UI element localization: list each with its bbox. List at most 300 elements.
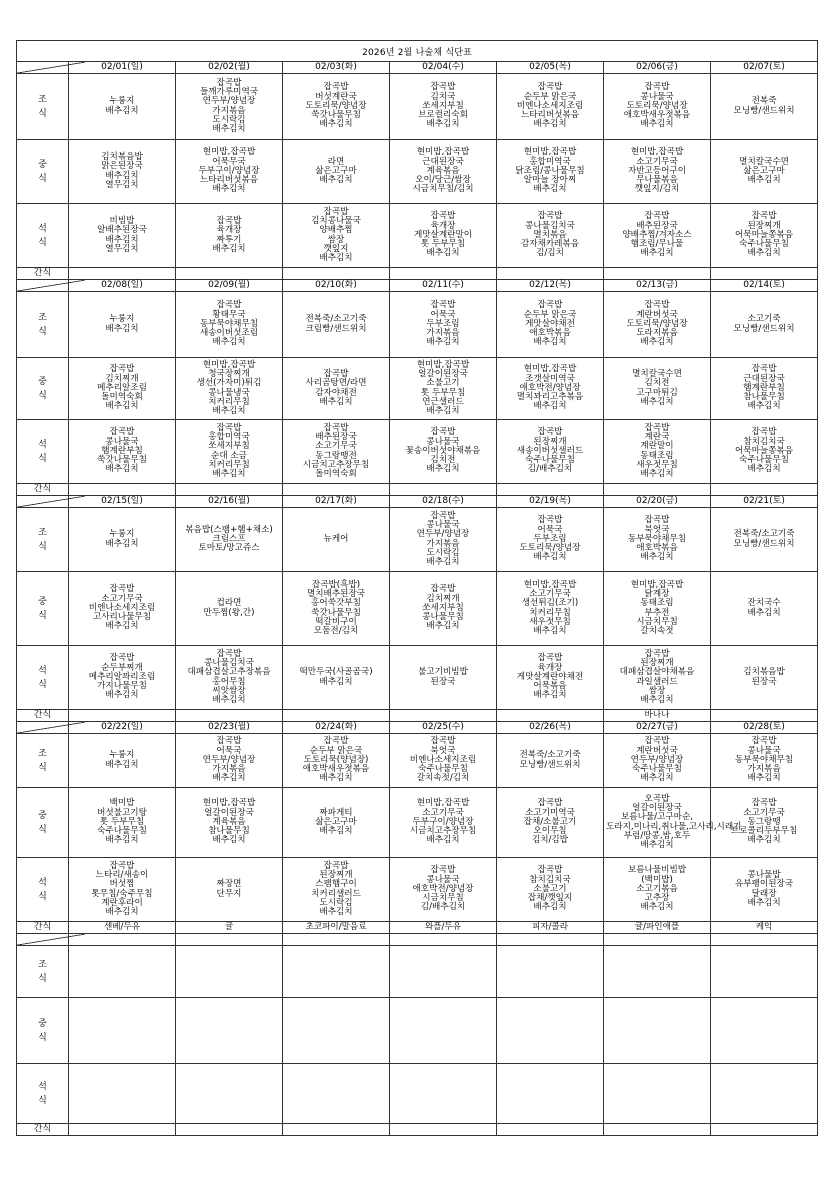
- menu-item: 잡곡밥: [323, 860, 349, 871]
- menu-item: 누룽지: [109, 750, 135, 761]
- menu-item: 숙주나물무침: [632, 764, 682, 775]
- menu-item: 북엇국: [430, 745, 456, 756]
- menu-item: 어묵마늘쫑볶음: [734, 229, 794, 240]
- menu-item: 배추김치: [105, 105, 139, 116]
- snack-row: [17, 268, 818, 280]
- date-cell: 02/18(수): [390, 496, 497, 508]
- lunch-menu-cell: [604, 788, 742, 858]
- menu-item: 동부묵야채무침: [627, 533, 687, 544]
- menu-item: 배추김치: [105, 234, 139, 245]
- snack-cell: [390, 1124, 497, 1136]
- menu-item: 잡곡밥: [537, 82, 563, 93]
- menu-item: 배추김치: [105, 170, 139, 181]
- lunch-label: [17, 572, 69, 646]
- menu-item: 비엔나소세지조림: [88, 602, 156, 613]
- menu-item: 두부구이/양념장: [412, 816, 474, 827]
- date-cell: 02/09(월): [176, 280, 283, 292]
- menu-item: 배추김치: [212, 337, 246, 348]
- menu-item: 시금치무침: [636, 616, 678, 627]
- menu-item: 모닝빵/샌드위치: [733, 538, 795, 549]
- menu-item: 숙주나물무침: [525, 455, 575, 466]
- menu-item: 백미밥: [109, 798, 135, 809]
- breakfast-menu-cell: [176, 292, 283, 358]
- breakfast-menu-cell: [711, 946, 818, 998]
- dinner-row: [17, 646, 818, 710]
- menu-item: 돌미역숙회: [101, 392, 143, 403]
- menu-item: 닭조림/콩나물무침: [515, 165, 585, 176]
- menu-item: 가지볶음: [426, 328, 460, 339]
- menu-item: 배추김치: [640, 695, 674, 706]
- menu-item: 홍어쑥갓부침: [311, 598, 361, 609]
- dinner-label-text: 석식: [38, 665, 47, 690]
- breakfast-menu-cell: [604, 734, 711, 788]
- lunch-menu-cell: [711, 998, 818, 1064]
- dinner-menu-cell: [497, 204, 604, 268]
- breakfast-label: [17, 508, 69, 572]
- menu-item: 무나물볶음: [636, 175, 678, 186]
- menu-item: 연두부/양념장: [630, 754, 684, 765]
- menu-item: 치커리무침: [529, 607, 571, 618]
- menu-item: 만두찜(왕,간): [203, 607, 255, 618]
- menu-item: 고구마튀김: [636, 387, 678, 398]
- menu-item: 참치김치국: [529, 874, 571, 885]
- breakfast-menu-cell: [390, 508, 497, 572]
- menu-item: 스팸햄구이: [315, 879, 357, 890]
- lunch-menu-cell: [283, 358, 390, 420]
- dinner-menu-cell: [390, 858, 497, 922]
- date-cell: 02/16(월): [176, 496, 283, 508]
- menu-item: 소고기무국: [315, 441, 357, 452]
- menu-item: 쑥갓나물무침: [97, 455, 147, 466]
- snack-label: 간식: [17, 484, 69, 496]
- menu-item: 도토리묵/양념장: [305, 100, 367, 111]
- snack-cell: [497, 1124, 604, 1136]
- menu-item: 현미밥,잡곡밥: [523, 364, 577, 375]
- menu-item: 쌈장: [648, 685, 666, 696]
- snack-cell: [711, 268, 818, 280]
- menu-item: 얼갈이된장국: [632, 802, 682, 813]
- breakfast-menu-cell: [604, 946, 711, 998]
- breakfast-menu-cell: [604, 292, 711, 358]
- dinner-menu-cell: [497, 420, 604, 484]
- menu-item: 잡곡밥: [644, 515, 670, 526]
- lunch-menu-cell: [604, 140, 711, 204]
- menu-item: 잡곡밥: [430, 584, 456, 595]
- menu-item: 두부조림: [533, 533, 567, 544]
- menu-item: 순두부 맑은국: [523, 91, 577, 102]
- menu-item: 사리곰탕면/라면: [305, 378, 367, 389]
- date-row: [17, 280, 818, 292]
- menu-item: 숙주나물무침: [739, 455, 789, 466]
- menu-item: 전복죽/소고기죽: [305, 314, 367, 325]
- dinner-menu-cell: [604, 1064, 711, 1124]
- snack-cell: [604, 1124, 711, 1136]
- menu-item: 동부묵야채무침: [199, 318, 259, 329]
- dinner-label: [17, 420, 69, 484]
- menu-item: 컵라면: [216, 598, 242, 609]
- menu-item: 근대된장국: [422, 156, 464, 167]
- menu-item: 된장찌개: [533, 436, 567, 447]
- lunch-menu-cell: [711, 140, 818, 204]
- menu-item: 동그랑땡: [747, 816, 781, 827]
- menu-item: 배추된장국: [636, 220, 678, 231]
- dinner-menu-cell: [604, 420, 711, 484]
- menu-item: 숙주나물무침: [739, 239, 789, 250]
- snack-label: 간식: [17, 710, 69, 722]
- snack-cell: 초코파이/말음료: [283, 922, 390, 934]
- snack-cell: [283, 268, 390, 280]
- menu-item: 새우젓무침: [529, 616, 571, 627]
- menu-item: 배추김치: [640, 840, 674, 851]
- breakfast-menu-cell: [604, 74, 711, 140]
- menu-item: 잡곡밥: [644, 736, 670, 747]
- menu-item: 가지나물무침: [97, 681, 147, 692]
- menu-item: 연두부/양념장: [202, 754, 256, 765]
- menu-item: 깻잎지: [323, 243, 349, 254]
- menu-item: 버섯계란국: [315, 91, 357, 102]
- menu-item: 배추김치: [426, 248, 460, 259]
- menu-item: 누룽지: [109, 529, 135, 540]
- menu-item: 보름나물/고구마순,: [620, 812, 694, 823]
- menu-item: 배추김치: [105, 621, 139, 632]
- menu-item: 톳 두부무침: [420, 239, 466, 250]
- menu-item: 시금치무침: [422, 893, 464, 904]
- menu-item: 열무김치: [105, 179, 139, 190]
- dinner-label: [17, 646, 69, 710]
- menu-item: 고사리나물무침: [92, 612, 152, 623]
- menu-item: 연두부/양념장: [416, 529, 470, 540]
- lunch-menu-cell: [69, 358, 176, 420]
- breakfast-menu-cell: [69, 734, 176, 788]
- breakfast-menu-cell: [711, 508, 818, 572]
- menu-item: 톳무침/숙주무침: [91, 888, 153, 899]
- menu-item: 현미밥,잡곡밥: [202, 798, 256, 809]
- date-cell: [390, 934, 497, 946]
- menu-item: 배추김치: [105, 759, 139, 770]
- menu-item: 소고기무국: [636, 156, 678, 167]
- breakfast-label-text: 조식: [38, 94, 47, 119]
- menu-item: 배추김치: [105, 907, 139, 918]
- menu-item: 씨앗쌈장: [212, 685, 246, 696]
- dinner-menu-cell: [176, 1064, 283, 1124]
- menu-item: 배추김치: [533, 119, 567, 130]
- menu-item: 꽃송이버섯야채볶음: [405, 445, 481, 456]
- dinner-label: [17, 858, 69, 922]
- dinner-menu-cell: [711, 1064, 818, 1124]
- menu-item: 육개장: [430, 220, 456, 231]
- dinner-row: [17, 420, 818, 484]
- lunch-menu-cell: [711, 572, 818, 646]
- menu-item: 소불고기: [426, 378, 460, 389]
- menu-item: 짜파게티: [319, 807, 353, 818]
- date-cell: [711, 934, 818, 946]
- snack-label: 간식: [17, 1124, 69, 1136]
- dinner-menu-cell: [497, 1064, 604, 1124]
- menu-item: 콩나물밥: [747, 869, 781, 880]
- menu-item: 자반고등어구이: [627, 165, 687, 176]
- breakfast-label: [17, 946, 69, 998]
- menu-item: 홍합미역국: [208, 431, 250, 442]
- date-row: [17, 722, 818, 734]
- menu-item: 시금치고추장무침: [302, 459, 370, 470]
- breakfast-menu-cell: [711, 734, 818, 788]
- menu-item: 깻잎지/김치: [634, 184, 680, 195]
- menu-item: 전복죽/소고기죽: [733, 529, 795, 540]
- dinner-menu-cell: [390, 420, 497, 484]
- menu-item: 톳 두부무침: [99, 816, 145, 827]
- menu-item: 근대된장국: [743, 373, 785, 384]
- dinner-menu-cell: [604, 858, 711, 922]
- lunch-menu-cell: [283, 788, 390, 858]
- lunch-row: [17, 788, 818, 858]
- menu-item: 콩나물김치국: [525, 220, 575, 231]
- menu-item: 배추김치: [533, 337, 567, 348]
- menu-item: 계육볶음: [426, 165, 460, 176]
- menu-item: 어묵국: [216, 745, 242, 756]
- lunch-label-text: 중식: [38, 376, 47, 401]
- menu-item: 배추김치: [105, 323, 139, 334]
- menu-item: 된장국: [751, 676, 777, 687]
- menu-item: 배추김치: [319, 396, 353, 407]
- breakfast-menu-cell: [283, 734, 390, 788]
- menu-item: 단무지: [216, 888, 242, 899]
- menu-item: 배추김치: [747, 175, 781, 186]
- dinner-menu-cell: [604, 204, 711, 268]
- menu-item: 현미밥,잡곡밥: [630, 579, 684, 590]
- menu-item: 달래장: [751, 888, 777, 899]
- menu-item: 콩나물냉국: [208, 387, 250, 398]
- menu-item: 잡곡밥: [109, 427, 135, 438]
- menu-item: 멸치칼국수면: [739, 156, 789, 167]
- menu-item: 배추김치: [533, 902, 567, 913]
- menu-item: 순두부 맑은국: [523, 309, 577, 320]
- menu-item: 가지볶음: [747, 764, 781, 775]
- lunch-label-text: 중식: [38, 159, 47, 184]
- breakfast-menu-cell: [176, 508, 283, 572]
- menu-item: 순대 소금: [211, 450, 247, 461]
- menu-item: 새송이버섯샐러드: [516, 445, 584, 456]
- menu-item: 들깨가루미역국: [199, 86, 259, 97]
- breakfast-menu-cell: [176, 74, 283, 140]
- menu-item: 배추김치: [747, 464, 781, 475]
- menu-item: 잡곡밥: [109, 653, 135, 664]
- date-cell: [497, 934, 604, 946]
- lunch-label-text: 중식: [38, 1018, 47, 1043]
- menu-item: 배추김치: [640, 396, 674, 407]
- menu-item: 애호박전/양념장: [519, 382, 581, 393]
- dinner-menu-cell: [176, 204, 283, 268]
- menu-item: 배추김치: [533, 690, 567, 701]
- menu-item: 볶음밥(스팸+햄+채소): [185, 524, 273, 535]
- menu-item: 김/김치: [536, 248, 564, 259]
- lunch-menu-cell: [69, 788, 176, 858]
- menu-item: (백미밥): [641, 874, 673, 885]
- breakfast-label: [17, 74, 69, 140]
- menu-item: 현미밥,잡곡밥: [523, 147, 577, 158]
- menu-item: 배추된장국: [315, 431, 357, 442]
- date-cell: 02/26(목): [497, 722, 604, 734]
- date-cell: 02/02(월): [176, 62, 283, 74]
- menu-item: 배추김치: [319, 119, 353, 130]
- dinner-row: [17, 204, 818, 268]
- menu-item: 도시락김: [212, 114, 246, 125]
- menu-item: 어묵무국: [212, 156, 246, 167]
- menu-item: 잡곡밥: [323, 736, 349, 747]
- menu-item: 계란후라이: [101, 897, 143, 908]
- menu-item: 계란버섯국: [636, 745, 678, 756]
- lunch-menu-cell: [390, 572, 497, 646]
- menu-item: 도라지,미나리,취나물,고사리,시래기: [606, 821, 742, 832]
- menu-item: 배추김치: [105, 835, 139, 846]
- menu-item: 부럼/땅콩,밤,호두: [623, 830, 691, 841]
- menu-item: 계육볶음: [212, 816, 246, 827]
- dinner-menu-cell: [711, 858, 818, 922]
- menu-item: 잡곡밥: [644, 300, 670, 311]
- menu-item: 크림빵/샌드위치: [305, 323, 367, 334]
- menu-item: 도라지볶음: [636, 328, 678, 339]
- breakfast-row: [17, 292, 818, 358]
- menu-item: 잡채/깻잎지: [527, 893, 573, 904]
- dinner-menu-cell: [604, 646, 711, 710]
- menu-item: 배추김치: [212, 773, 246, 784]
- dinner-menu-cell: [390, 204, 497, 268]
- menu-item: 김/배추김치: [420, 902, 466, 913]
- menu-item: 오이/당근/쌈장: [415, 175, 471, 186]
- menu-item: 김치볶음밥: [743, 667, 785, 678]
- breakfast-row: [17, 734, 818, 788]
- menu-item: 삶은고구마: [315, 165, 357, 176]
- breakfast-menu-cell: [390, 946, 497, 998]
- menu-item: 배추김치: [747, 835, 781, 846]
- date-cell: 02/11(수): [390, 280, 497, 292]
- menu-item: 배추김치: [212, 835, 246, 846]
- breakfast-menu-cell: [283, 292, 390, 358]
- menu-item: 잡곡밥: [751, 736, 777, 747]
- dinner-label-text: 석식: [38, 223, 47, 248]
- corner-cell: [17, 280, 69, 292]
- menu-item: 잡곡밥(흑밥): [311, 579, 361, 590]
- breakfast-menu-cell: [176, 946, 283, 998]
- lunch-menu-cell: [283, 998, 390, 1064]
- menu-item: 삶은고구마: [743, 165, 785, 176]
- menu-item: 배추김치: [747, 773, 781, 784]
- menu-item: 된장찌개: [319, 869, 353, 880]
- dinner-row: [17, 858, 818, 922]
- date-cell: 02/17(화): [283, 496, 390, 508]
- menu-item: 얼갈이된장국: [418, 368, 468, 379]
- menu-item: 소불고기: [533, 883, 567, 894]
- snack-cell: [497, 710, 604, 722]
- menu-item: 황태무국: [212, 309, 246, 320]
- corner-cell: [17, 934, 69, 946]
- snack-cell: 센베/두유: [69, 922, 176, 934]
- snack-cell: 케익: [711, 922, 818, 934]
- menu-item: 치커리무침: [208, 459, 250, 470]
- menu-item: 현미밥,잡곡밥: [416, 359, 470, 370]
- date-cell: [283, 934, 390, 946]
- lunch-label-text: 중식: [38, 810, 47, 835]
- lunch-label: [17, 788, 69, 858]
- menu-item: 배추김치: [533, 552, 567, 563]
- menu-item: 크림스프: [212, 533, 246, 544]
- snack-cell: [176, 268, 283, 280]
- date-cell: 02/03(화): [283, 62, 390, 74]
- breakfast-menu-cell: [604, 508, 711, 572]
- dinner-menu-cell: [497, 646, 604, 710]
- menu-item: 멸치배추된장국: [306, 588, 366, 599]
- menu-item: 닭계장: [644, 588, 670, 599]
- dinner-label: [17, 1064, 69, 1124]
- menu-item: 짜장면: [216, 879, 242, 890]
- menu-item: 배추김치: [747, 607, 781, 618]
- menu-item: 열무김치: [105, 243, 139, 254]
- snack-cell: [176, 710, 283, 722]
- snack-label: 간식: [17, 922, 69, 934]
- menu-item: 배추김치: [212, 243, 246, 254]
- breakfast-menu-cell: [390, 734, 497, 788]
- breakfast-label-text: 조식: [38, 748, 47, 773]
- menu-item: 배추김치: [533, 401, 567, 412]
- menu-item: 배추김치: [105, 464, 139, 475]
- breakfast-menu-cell: [283, 74, 390, 140]
- menu-item: 쑥갓나물무침: [311, 607, 361, 618]
- menu-item: 멸치칼국수면: [632, 368, 682, 379]
- snack-cell: [604, 268, 711, 280]
- date-cell: 02/25(수): [390, 722, 497, 734]
- date-cell: 02/13(금): [604, 280, 711, 292]
- menu-item: 배추김치: [640, 337, 674, 348]
- menu-item: 배추김치: [426, 464, 460, 475]
- date-cell: 02/10(화): [283, 280, 390, 292]
- menu-item: 메추리알조림: [97, 382, 147, 393]
- menu-item: 잡곡밥: [323, 82, 349, 93]
- menu-item: 어묵국: [430, 309, 456, 320]
- snack-cell: [176, 484, 283, 496]
- menu-item: 현미밥,잡곡밥: [202, 147, 256, 158]
- menu-item: 잡곡밥: [216, 77, 242, 88]
- menu-item: 콩나물김치국: [204, 657, 254, 668]
- menu-item: 배추김치: [319, 907, 353, 918]
- breakfast-menu-cell: [390, 74, 497, 140]
- menu-item: 배추김치: [640, 902, 674, 913]
- lunch-menu-cell: [497, 998, 604, 1064]
- menu-item: 잡곡밥: [537, 865, 563, 876]
- snack-cell: [69, 484, 176, 496]
- dinner-menu-cell: [176, 646, 283, 710]
- date-cell: 02/24(화): [283, 722, 390, 734]
- lunch-menu-cell: [176, 788, 283, 858]
- menu-item: 비엔나소세지조림: [516, 100, 584, 111]
- date-cell: [604, 934, 711, 946]
- dinner-menu-cell: [283, 204, 390, 268]
- snack-cell: [604, 484, 711, 496]
- menu-item: 대패삼겹살야채볶음: [619, 667, 695, 678]
- menu-item: 어묵국: [537, 524, 563, 535]
- lunch-menu-cell: [176, 572, 283, 646]
- menu-item: 김치전: [430, 455, 456, 466]
- date-cell: 02/01(일): [69, 62, 176, 74]
- menu-item: 콩나물무침: [422, 612, 464, 623]
- menu-item: 얼갈이된장국: [204, 807, 254, 818]
- menu-item: 잡곡밥: [216, 215, 242, 226]
- lunch-menu-cell: [176, 140, 283, 204]
- menu-item: 배추김치: [426, 406, 460, 417]
- snack-cell: [283, 710, 390, 722]
- lunch-menu-cell: [497, 140, 604, 204]
- breakfast-menu-cell: [283, 946, 390, 998]
- menu-item: 현미밥,잡곡밥: [523, 579, 577, 590]
- menu-item: 뉴케어: [323, 533, 349, 544]
